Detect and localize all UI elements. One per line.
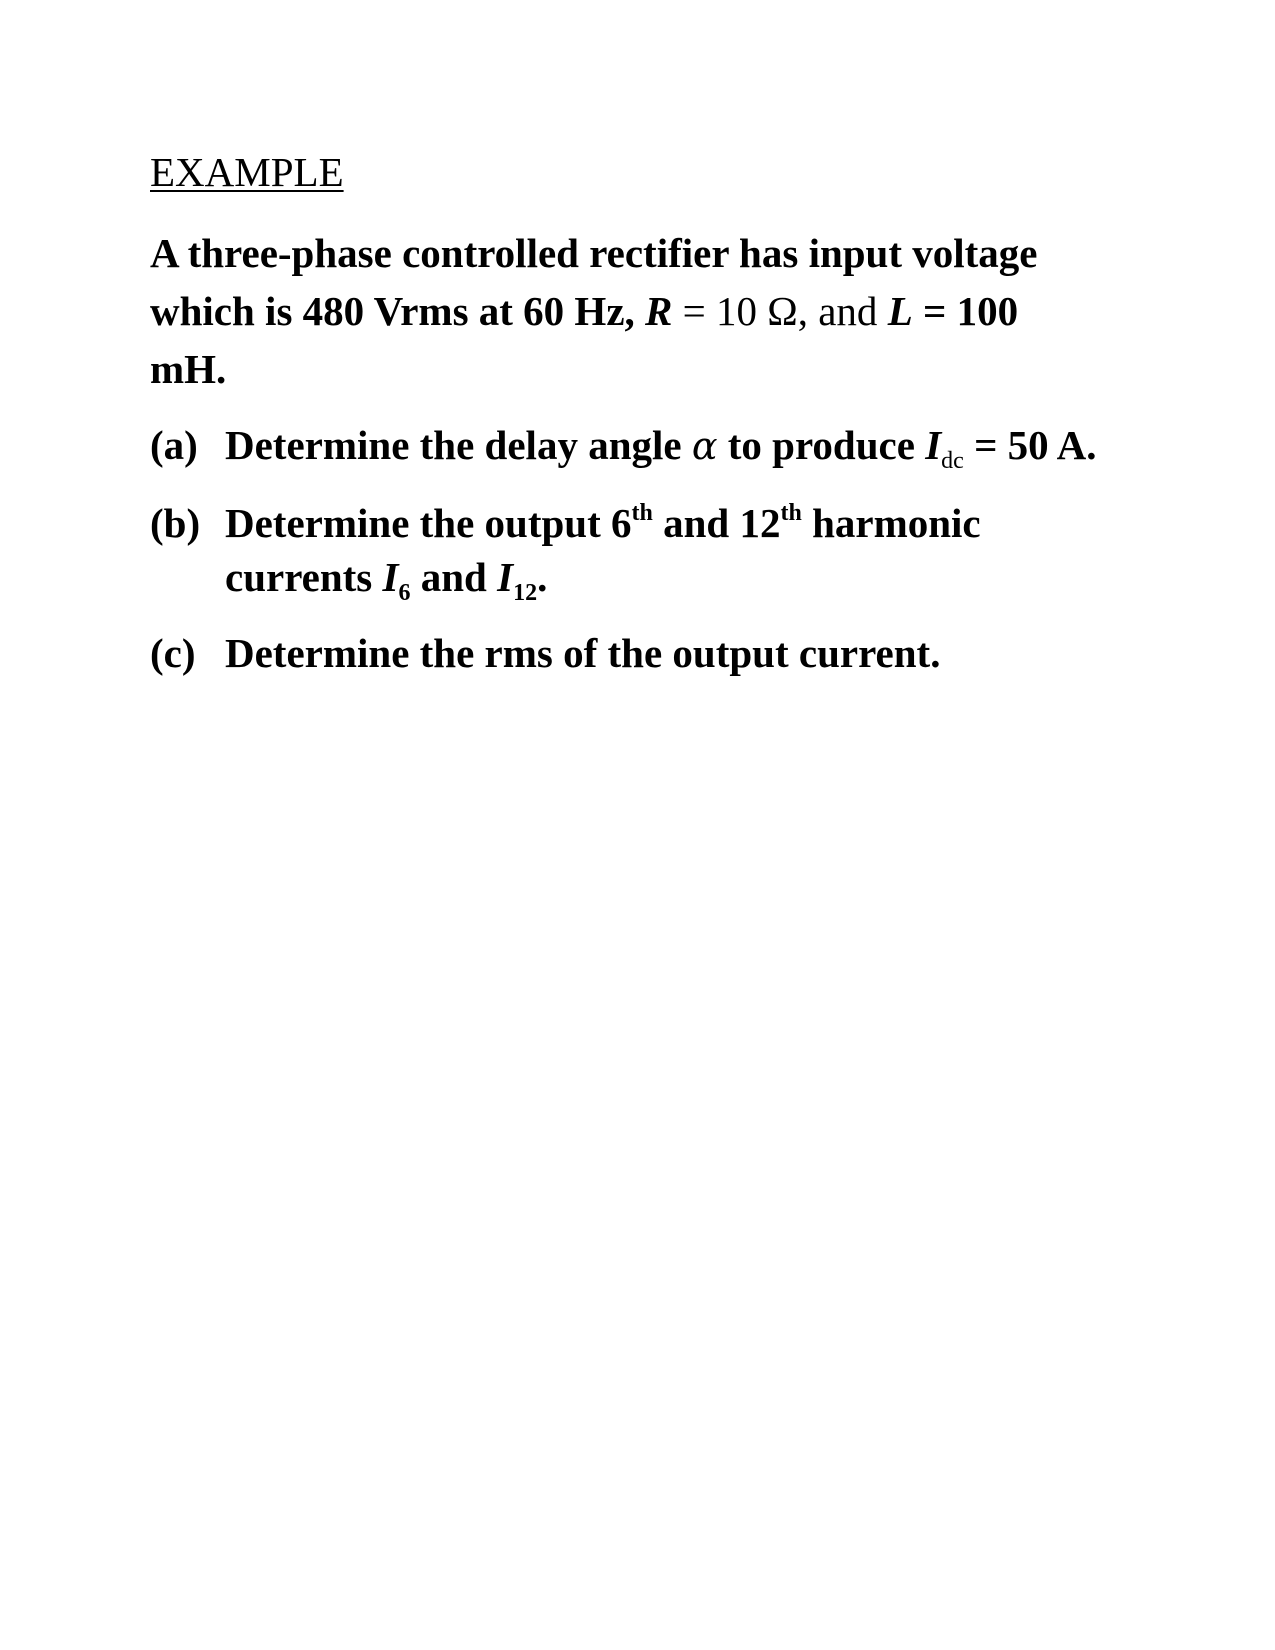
problem-line-2: which is 480 Vrms at 60 Hz, R = 10 Ω, and L = 100 — [150, 288, 1019, 334]
part-b-line-2: currents $I_6$ and $I_{12}$. — [225, 554, 548, 606]
part-b-label: (b) — [150, 500, 201, 546]
resistance-symbol: R — [645, 288, 673, 334]
sixth-superscript: th — [631, 500, 653, 526]
subscript-6: 6 — [398, 580, 411, 606]
twelfth-superscript: th — [780, 500, 802, 526]
part-a-text: Determine the delay angle α to produce $I_{dc} = 50$ A. — [225, 422, 1097, 474]
current-symbol: I — [925, 422, 942, 468]
current-symbol-12: I — [497, 554, 514, 600]
part-b-line-1: Determine the output 6th and 12th harmonic — [225, 500, 981, 546]
part-a-label: (a) — [150, 422, 198, 468]
problem-line-1: A three-phase controlled rectifier has input voltage — [150, 230, 1038, 276]
problem-statement — [150, 224, 1190, 398]
problem-line-3: mH. — [150, 346, 227, 392]
part-b-text — [225, 496, 981, 604]
inductance-symbol: L — [887, 288, 913, 334]
part-c-label: (c) — [150, 630, 196, 676]
part-c-text: Determine the rms of the output current. — [225, 630, 941, 676]
alpha-symbol: α — [691, 424, 718, 468]
current-symbol-6: I — [382, 554, 399, 600]
subscript-12: 12 — [513, 580, 538, 606]
example-heading: EXAMPLE — [150, 149, 344, 195]
dc-subscript: dc — [941, 448, 964, 474]
